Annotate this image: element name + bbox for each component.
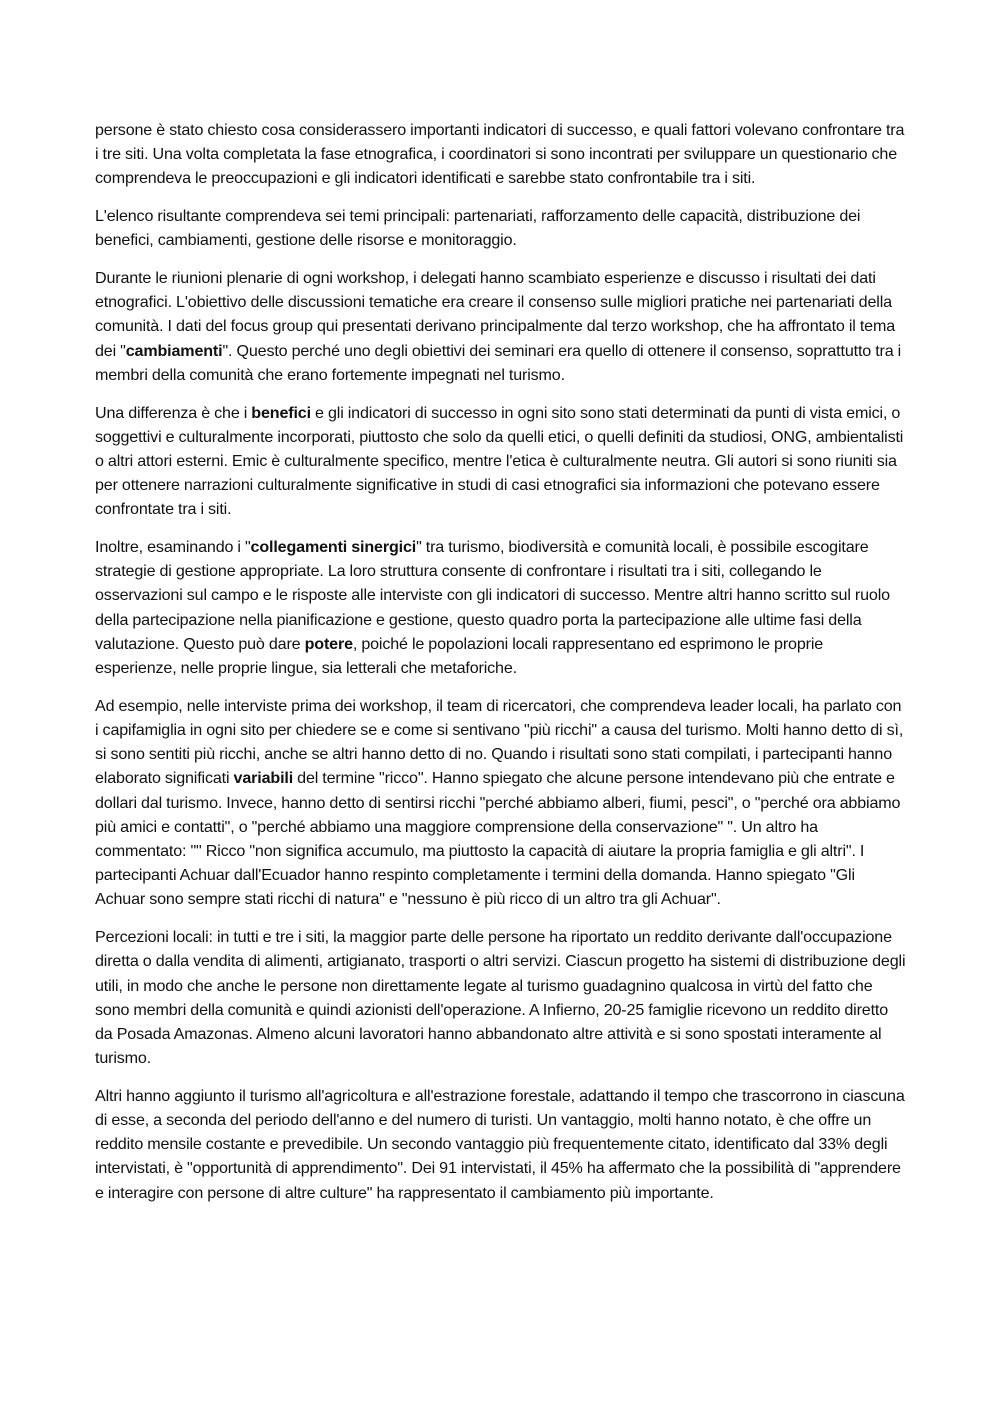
paragraph-text: Percezioni locali: in tutti e tre i siti, la maggior parte delle persone ha riportato un reddito derivante dall'occupazione diretta o dalla vendita di alimenti, artigianato, trasporti o altri servizi. Ciascun progetto ha sistemi di distribuzione degli utili, in modo che anche le persone non direttamente legate al turismo guadagnino qualcosa in virtù del fatto che sono membri della comunità e quindi azionisti dell'operazione. A Infierno, 20-25 famiglie ricevono un reddito diretto da Posada Amazonas. Almeno alcuni lavoratori hanno abbandonato altre attività e si sono spostati interamente al turismo. bbox=[95, 928, 906, 1068]
paragraph-text: Durante le riunioni plenarie di ogni workshop, i delegati hanno scambiato esperienze e discusso i risultati dei dati etnografici. L'obiettivo delle discussioni tematiche era creare il consenso sulle migliori pratiche nei partenariati della comunità. I dati del focus group qui presentati derivano principalmente dal terzo workshop, che ha affrontato il tema dei " bbox=[95, 269, 896, 360]
paragraph bbox=[95, 1084, 907, 1205]
paragraph-text: " tra turismo, biodiversità e comunità locali, è possibile escogitare strategie di gestione appropriate. La loro struttura consente di confrontare i risultati tra i siti, collegando le osservazioni sul campo e le risposte alle interviste con gli indicatori di successo. Mentre altri hanno scritto sul ruolo della partecipazione nella pianificazione e gestione, questo quadro porta la partecipazione alle ultime fasi della valutazione. Questo può dare bbox=[95, 538, 890, 653]
bold-term-cambiamenti: cambiamenti bbox=[125, 341, 223, 360]
paragraph bbox=[95, 401, 907, 522]
paragraph bbox=[95, 925, 907, 1070]
paragraph-text: Altri hanno aggiunto il turismo all'agricoltura e all'estrazione forestale, adattando il tempo che trascorrono in ciascuna di esse, a seconda del periodo dell'anno e del numero di turisti. Un vantaggio, molti hanno notato, è che offre un reddito mensile costante e prevedibile. Un secondo vantaggio più frequentemente citato, identificato dal 33% degli intervistati, è "opportunità di apprendimento". Dei 91 intervistati, il 45% ha affermato che la possibilità di "apprendere e interagire con persone di altre culture" ha rappresentato il cambiamento più importante. bbox=[95, 1086, 905, 1202]
paragraph-text: , poiché le popolazioni locali rappresentano ed esprimono le proprie esperienze, nelle proprie lingue, sia letterali che metaforiche. bbox=[95, 634, 824, 678]
paragraph-text: ". Questo perché uno degli obiettivi dei seminari era quello di ottenere il consenso, soprattutto tra i membri della comunità che erano fortemente impegnati nel turismo. bbox=[95, 341, 902, 384]
bold-term-potere: potere bbox=[304, 634, 353, 653]
paragraph-text: persone è stato chiesto cosa considerassero importanti indicatori di successo, e quali fattori volevano confrontare tra i tre siti. Una volta completata la fase etnografica, i coordinatori si sono incontrati per sviluppare un questionario che comprendeva le preoccupazioni e gli indicatori identificati e sarebbe stato confrontabile tra i siti. bbox=[95, 121, 905, 188]
paragraph-text: Inoltre, esaminando i " bbox=[95, 538, 251, 557]
bold-term-benefici: benefici bbox=[251, 403, 311, 422]
paragraph bbox=[95, 266, 907, 387]
paragraph bbox=[95, 694, 907, 912]
paragraph-text: del termine "ricco". Hanno spiegato che alcune persone intendevano più che entrate e dollari dal turismo. Invece, hanno detto di sentirsi ricchi "perché abbiamo alberi, fiumi, pesci", o "perché ora abbiamo più amici e contatti", o "perché abbiamo una maggiore comprensione della conservazione" ". Un altro ha commentato: "" Ricco "non significa accumulo, ma piuttosto la capacità di aiutare la propria famiglia e gli altri". I partecipanti Achuar dall'Ecuador hanno respinto completamente i termini della domanda. Hanno spiegato "Gli Achuar sono sempre stati ricchi di natura" e "nessuno è più ricco di un altro tra gli Achuar". bbox=[95, 769, 901, 909]
paragraph-text: e gli indicatori di successo in ogni sito sono stati determinati da punti di vista emici, o soggettivi e culturalmente incorporati, piuttosto che solo da quelli etici, o quelli definiti da studiosi, ONG, ambientalisti o altri attori esterni. Emic è culturalmente specifico, mentre l'etica è culturalmente neutra. Gli autori si sono riuniti sia per ottenere narrazioni culturalmente significative in studi di casi etnografici sia informazioni che potevano essere confrontate tra i siti. bbox=[95, 403, 904, 519]
paragraph bbox=[95, 118, 907, 191]
paragraph bbox=[95, 535, 907, 680]
paragraph-text: Una differenza è che i bbox=[95, 403, 252, 422]
bold-term-collegamenti-sinergici: collegamenti sinergici bbox=[250, 538, 417, 557]
document-page bbox=[95, 118, 907, 1218]
paragraph-text: L'elenco risultante comprendeva sei temi principali: partenariati, rafforzamento delle capacità, distribuzione dei benefici, cambiamenti, gestione delle risorse e monitoraggio. bbox=[95, 207, 861, 250]
paragraph-text: Ad esempio, nelle interviste prima dei workshop, il team di ricercatori, che comprendeva leader locali, ha parlato con i capifamiglia in ogni sito per chiedere se e come si sentivano "più ricchi" a causa del turismo. Molti hanno detto di sì, si sono sentiti più ricchi, anche se altri hanno detto di no. Quando i risultati sono stati compilati, i partecipanti hanno elaborato significati bbox=[95, 696, 904, 788]
paragraph bbox=[95, 204, 907, 252]
bold-term-variabili: variabili bbox=[233, 769, 294, 788]
